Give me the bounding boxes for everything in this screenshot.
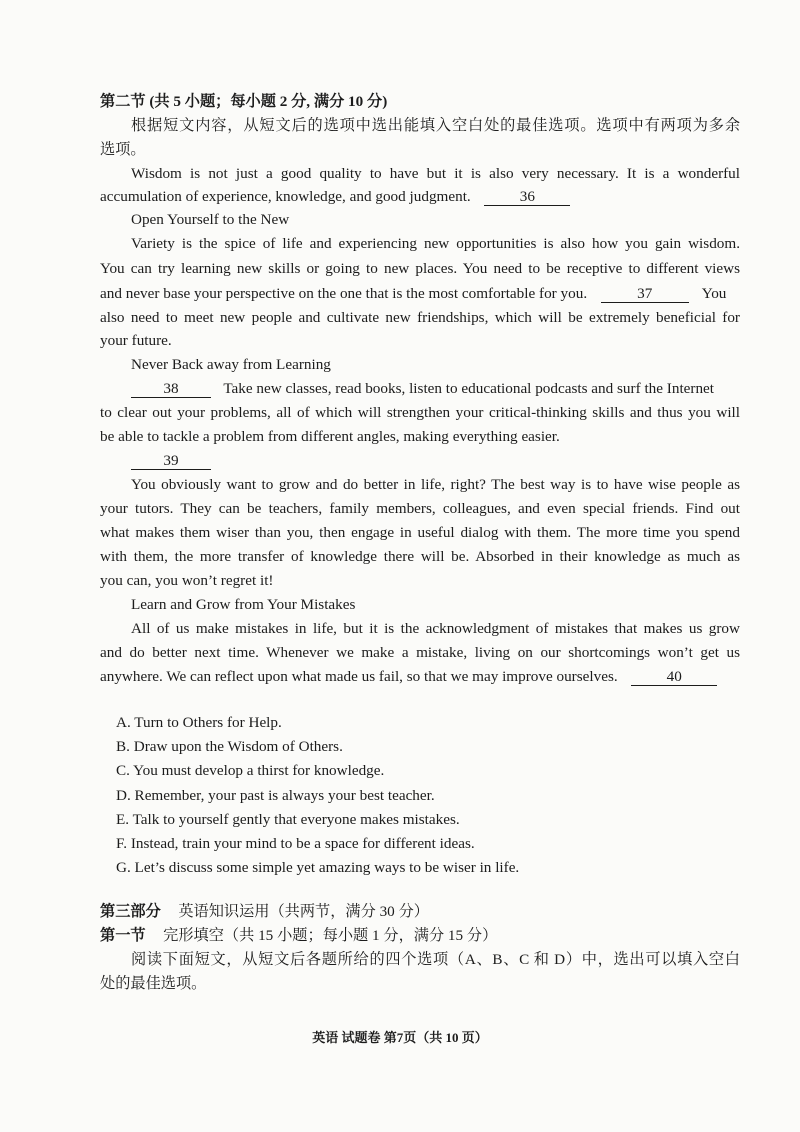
subheading-open-yourself: Open Yourself to the New — [131, 211, 290, 228]
option-a: A. Turn to Others for Help. — [116, 714, 282, 731]
page-footer: 英语 试题卷 第7页（共 10 页） — [312, 1030, 488, 1045]
answer-blank-40[interactable]: 40 — [631, 668, 717, 686]
passage-line: You obviously want to grow and do better in life, right? The best way is to have wise people as — [131, 476, 740, 493]
passage-line: Variety is the spice of life and experiencing new opportunities is also how you gain wisdom. — [131, 235, 740, 252]
section-instruction-cont: 选项。 — [100, 141, 146, 158]
answer-blank-37[interactable]: 37 — [601, 285, 689, 303]
option-e: E. Talk to yourself gently that everyone makes mistakes. — [116, 811, 460, 828]
passage-text: Take new classes, read books, listen to educational podcasts and surf the Internet — [223, 380, 715, 397]
passage-line — [100, 284, 740, 304]
passage-text: anywhere. We can reflect upon what made us fail, so that we may improve ourselves. — [100, 668, 618, 685]
passage-text: accumulation of experience, knowledge, and good judgment. — [100, 188, 471, 205]
passage-line — [100, 187, 740, 207]
option-c: C. You must develop a thirst for knowledge. — [116, 762, 385, 779]
passage-line: be able to tackle a problem from different angles, making everything easier. — [100, 428, 560, 445]
answer-blank-39[interactable]: 39 — [131, 452, 211, 470]
passage-line: you can, you won’t regret it! — [100, 572, 274, 589]
part3-instruction: 阅读下面短文，从短文后各题所给的四个选项（A、B、C 和 D）中，选出可以填入空白 — [131, 951, 740, 968]
part3-instruction-cont: 处的最佳选项。 — [100, 975, 207, 992]
passage-line: to clear out your problems, all of which will strengthen your critical-thinking skills and thus you will — [100, 404, 740, 421]
passage-text: You — [701, 285, 727, 302]
option-f: F. Instead, train your mind to be a space for different ideas. — [116, 835, 475, 852]
passage-line — [100, 667, 740, 687]
passage-line: what makes them wiser than you, then engage in useful dialog with them. The more time you spend — [100, 524, 740, 541]
part3-header — [100, 902, 740, 922]
answer-blank-36[interactable]: 36 — [484, 188, 570, 206]
passage-line: your future. — [100, 332, 172, 349]
passage-line — [131, 379, 740, 399]
subsection-title: 完形填空（共 15 小题；每小题 1 分，满分 15 分） — [163, 927, 498, 944]
subsection-label: 第一节 — [100, 927, 146, 944]
section-instruction: 根据短文内容，从短文后的选项中选出能填入空白处的最佳选项。选项中有两项为多余 — [131, 117, 740, 134]
passage-line: and do better next time. Whenever we make a mistake, living on our shortcomings won’t get us — [100, 644, 740, 661]
section-header: 第二节 (共 5 小题；每小题 2 分, 满分 10 分) — [100, 93, 388, 110]
option-b: B. Draw upon the Wisdom of Others. — [116, 738, 343, 755]
subheading-never-back-away: Never Back away from Learning — [131, 356, 331, 373]
passage-line: your tutors. They can be teachers, family members, colleagues, and even special friends. Find out — [100, 500, 740, 517]
passage-line: also need to meet new people and cultivate new friendships, which will be extremely beneficial for — [100, 309, 740, 326]
part3-label: 第三部分 — [100, 903, 161, 920]
passage-line: Wisdom is not just a good quality to have but it is also very necessary. It is a wonderful — [131, 165, 740, 182]
part3-subheader — [100, 926, 740, 946]
passage-text: and never base your perspective on the one that is the most comfortable for you. — [100, 285, 588, 302]
option-d: D. Remember, your past is always your best teacher. — [116, 787, 435, 804]
part3-title: 英语知识运用（共两节，满分 30 分） — [178, 903, 429, 920]
passage-line: All of us make mistakes in life, but it is the acknowledgment of mistakes that makes us grow — [131, 620, 740, 637]
answer-blank-38[interactable]: 38 — [131, 380, 211, 398]
option-g: G. Let’s discuss some simple yet amazing ways to be wiser in life. — [116, 859, 520, 876]
passage-line — [131, 451, 740, 471]
passage-line: You can try learning new skills or going to new places. You need to be receptive to different views — [100, 260, 740, 277]
subheading-learn-and-grow: Learn and Grow from Your Mistakes — [131, 596, 356, 613]
passage-line: with them, the more transfer of knowledge there will be. Absorbed in their knowledge as much as — [100, 548, 740, 565]
